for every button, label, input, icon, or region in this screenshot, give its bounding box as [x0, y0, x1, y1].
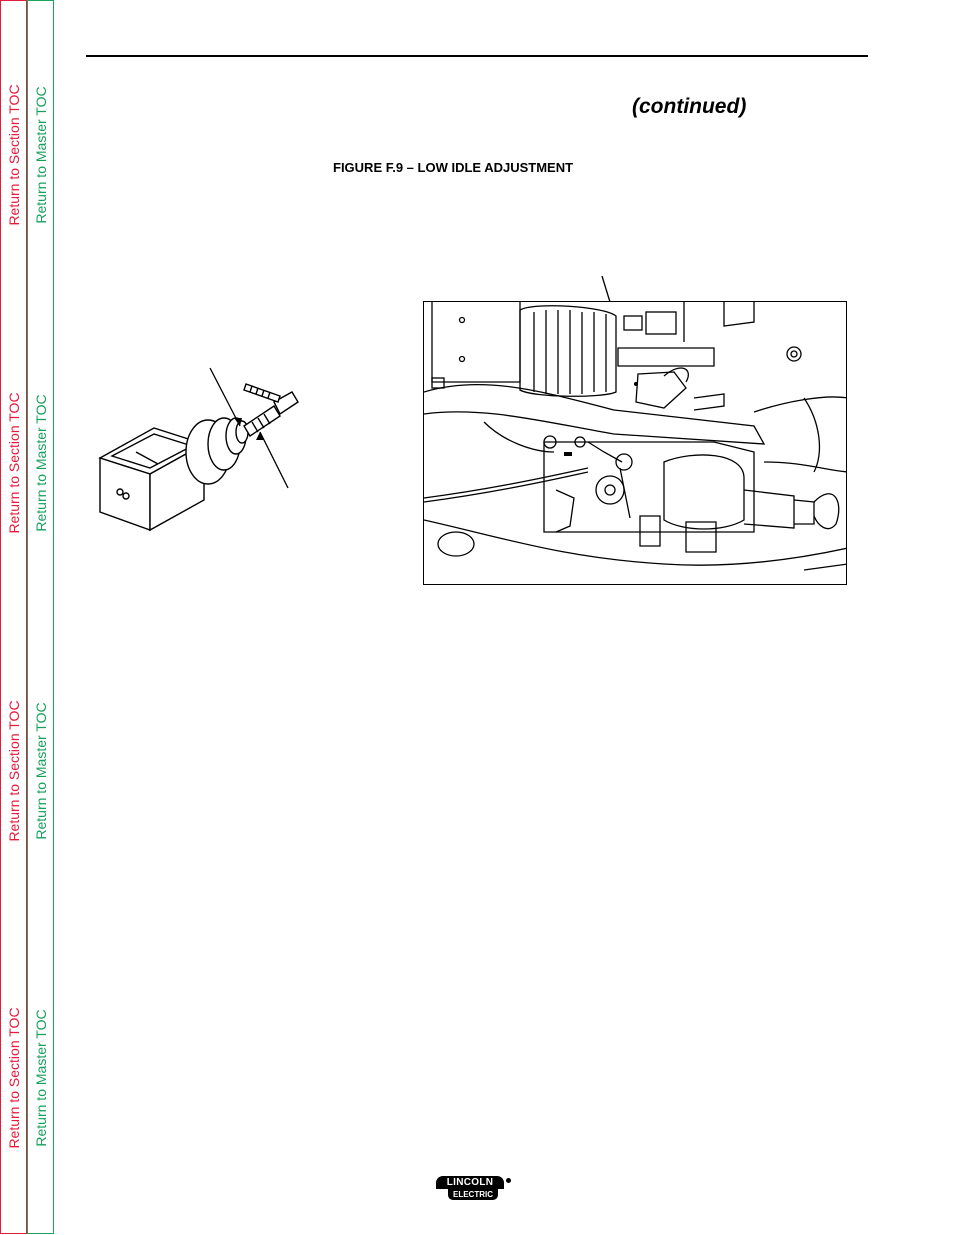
return-to-section-toc-link[interactable]: Return to Section TOC: [6, 700, 22, 842]
return-to-master-toc-link[interactable]: Return to Master TOC: [33, 86, 49, 224]
return-to-master-toc-link[interactable]: Return to Master TOC: [33, 394, 49, 532]
return-to-section-toc-link[interactable]: Return to Section TOC: [6, 392, 22, 534]
registered-mark-icon: [506, 1178, 511, 1183]
return-to-master-toc-link[interactable]: Return to Master TOC: [33, 1009, 49, 1147]
return-to-section-toc-link[interactable]: Return to Section TOC: [6, 84, 22, 226]
figure-title: FIGURE F.9 – LOW IDLE ADJUSTMENT: [333, 160, 574, 175]
solenoid-illustration: [96, 360, 306, 535]
carburetor-photo: [423, 301, 847, 585]
header-rule: [86, 55, 868, 57]
toc-navigation: [0, 0, 54, 1234]
return-to-section-toc-link[interactable]: Return to Section TOC: [6, 1007, 22, 1149]
continued-label: (continued): [632, 95, 747, 118]
logo-lincoln-text: LINCOLN: [436, 1176, 504, 1189]
lincoln-electric-logo: [436, 1176, 512, 1202]
carburetor-line-art: [424, 302, 847, 585]
return-to-master-toc-link[interactable]: Return to Master TOC: [33, 702, 49, 840]
logo-electric-text: ELECTRIC: [448, 1189, 498, 1200]
